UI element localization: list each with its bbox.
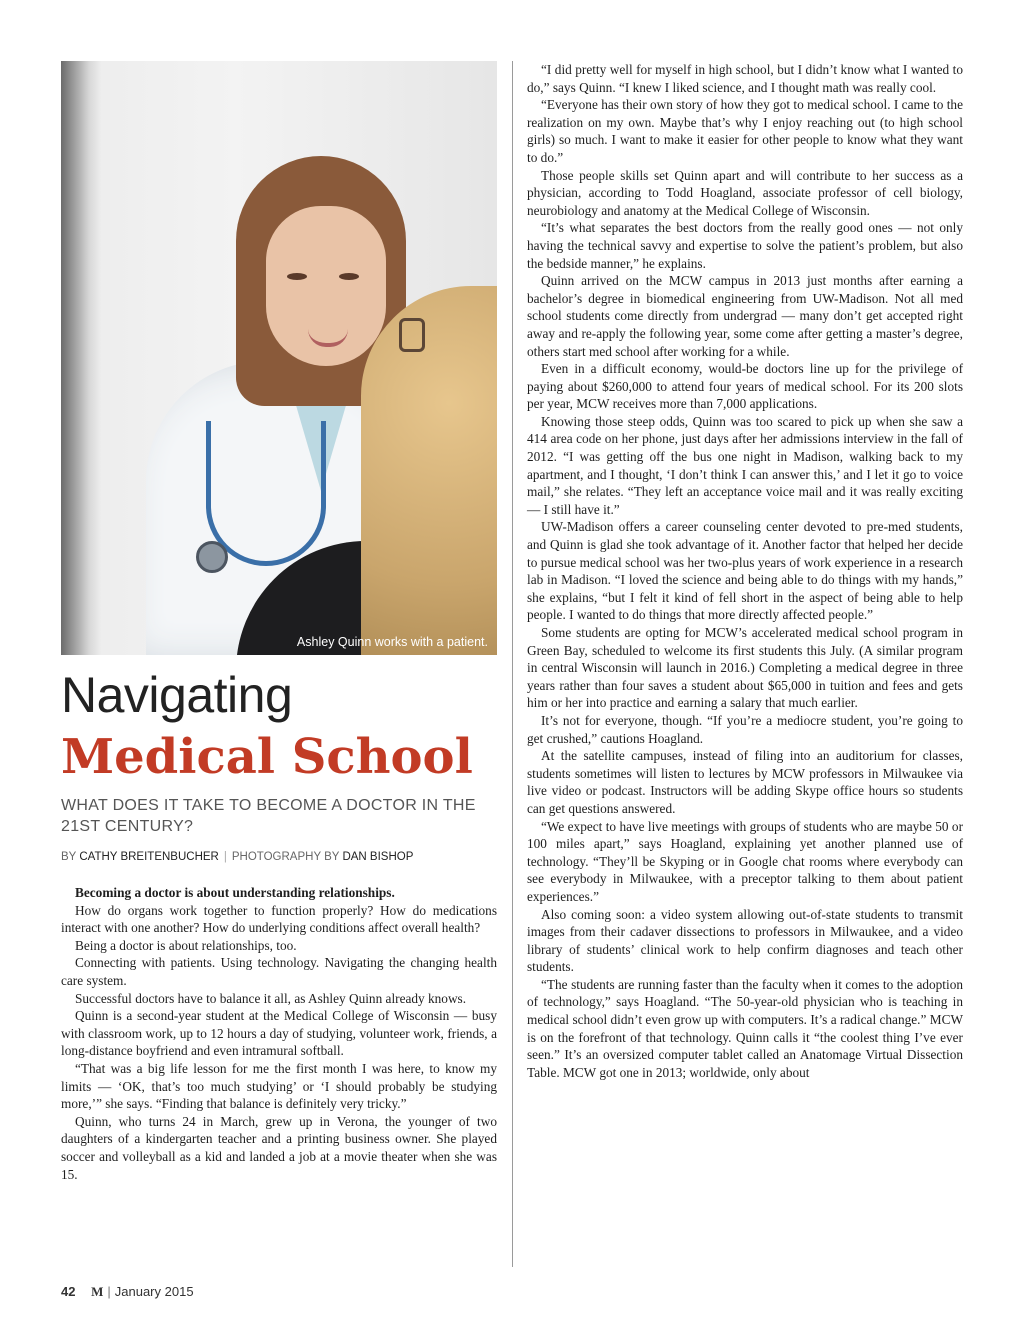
paragraph: Also coming soon: a video system allowing out-of-state students to transmit images from their cadaver dissections to professors in Milwaukee, and a video library of students’ clinical work to help confirm diagnoses and teach other students. xyxy=(527,906,963,975)
byline-by-label: BY xyxy=(61,851,77,863)
headline-line-1: Navigating xyxy=(61,667,293,723)
paragraph: Quinn arrived on the MCW campus in 2013 just months after earning a bachelor’s degree in biomedical engineering from UW-Madison. Not all med school students come directly from undergrad — many don’t get accepted right away and re-apply the following year, some come after getting a master’s degree, others start med school after working for a while. xyxy=(527,273,963,359)
column-divider xyxy=(512,61,513,1267)
photo-wall-shadow xyxy=(61,61,101,655)
paragraph: Successful doctors have to balance it all, as Ashley Quinn already knows. xyxy=(75,990,467,1006)
article-photo xyxy=(61,61,497,655)
paragraph: Quinn is a second-year student at the Medical College of Wisconsin — busy with classroom work, up to 12 hours a day of studying, volunteer work, friends, a long-distance boyfriend and even intramural softball. xyxy=(61,1008,497,1059)
paragraph: Those people skills set Quinn apart and will contribute to her success as a physician, according to Todd Hoagland, associate professor of cell biology, neurobiology and anatomy at the Medical College of Wisconsin. xyxy=(527,167,963,218)
paragraph: Quinn, who turns 24 in March, grew up in Verona, the younger of two daughters of a kindergarten teacher and a printing business owner. She played soccer and volleyball as a kid and landed a job at a movie theater when she was 15. xyxy=(61,1113,497,1182)
paragraph: “I did pretty well for myself in high school, but I didn’t know what I wanted to do,” says Quinn. “I knew I liked science, and I thought math was really cool. xyxy=(527,62,963,95)
paragraph: “That was a big life lesson for me the first month I was here, to know my limits — ‘OK, that’s too much studying’ or ‘I should probably be studying more,’” she says. “Finding that balance is definitely very tricky.” xyxy=(61,1060,497,1112)
article-subtitle: WHAT DOES IT TAKE TO BECOME A DOCTOR IN THE 21ST CENTURY? xyxy=(61,797,476,835)
photo-doctor-eye xyxy=(339,273,359,280)
paragraph: Knowing those steep odds, Quinn was too scared to pick up when she saw a 414 area code on her phone, just days after her admissions interview in the fall of 2012. “I was getting off the bus one night in Madison, walking back to my apartment, and I thought, ‘I don’t think I can answer this,’ and I let it go to voice mail,” she relates. “They left an acceptance voice mail and it was really exciting — I still have it.” xyxy=(527,413,963,517)
lead-paragraph: Becoming a doctor is about understanding relationships. xyxy=(75,885,395,900)
photo-caption: Ashley Quinn works with a patient. xyxy=(296,635,488,649)
paragraph: “The students are running faster than the faculty when it comes to the adoption of technology,” says Hoagland. “The 50-year-old physician who is teaching in medical school didn’t even grow up with computers. It’s a radical change.” MCW is on the forefront of that technology. Quinn calls it “the coolest thing I’ve ever seen.” It’s an oversized computer tablet called an Anatomage Virtual Dissection Table. MCW got one in 2013; worldwide, only about xyxy=(527,976,963,1080)
photo-stethoscope xyxy=(206,421,326,566)
byline-photographer: DAN BISHOP xyxy=(342,851,414,863)
paragraph: It’s not for everyone, though. “If you’re a mediocre student, you’re going to get crushed,” cautions Hoagland. xyxy=(527,712,963,746)
photo-stethoscope-bell xyxy=(196,541,228,573)
page-footer xyxy=(61,1284,194,1300)
right-text-column xyxy=(527,61,963,1081)
photo-patient-glasses xyxy=(399,318,425,352)
byline-author: CATHY BREITENBUCHER xyxy=(79,851,219,863)
paragraph: Being a doctor is about relationships, too. xyxy=(75,937,297,953)
paragraph: Even in a difficult economy, would-be doctors line up for the privilege of paying about $260,000 to attend four years of medical school. For its 200 slots per year, MCW receives more than 7,000 applications. xyxy=(527,361,963,412)
paragraph: “We expect to have live meetings with groups of students who are maybe 50 or 100 miles apart,” says Hoagland, explaining yet another planned use of technology. “They’ll be Skyping or in Google chat rooms where everybody can see everybody in Milwaukee, with a preceptor talking to them about patient experiences.” xyxy=(527,818,963,904)
footer-separator: | xyxy=(107,1284,111,1299)
byline xyxy=(61,851,413,863)
paragraph: Some students are opting for MCW’s accelerated medical school program in Green Bay, scheduled to welcome its first students this July. (A similar program in central Wisconsin will launch in 2016.) Completing a medical degree in three years rather than four saves a student about $65,000 in tuition and fees and gets him or her into practice and earning a salary that much earlier. xyxy=(527,625,963,711)
headline-line-2: Medical School xyxy=(61,729,473,785)
photo-doctor-eye xyxy=(287,273,307,280)
paragraph: UW-Madison offers a career counseling center devoted to pre-med students, and Quinn is glad she took advantage of it. Another factor that helped her decide to pursue medical school was her two-plus years of work experience in a research lab in Madison. “I loved the science and being able to do things with my hands,” she explains, “but I felt it kind of fell short in the aspect of being able to help people. I wanted to do things that more directly affected people.” xyxy=(527,519,963,623)
page-number: 42 xyxy=(61,1284,76,1299)
paragraph: How do organs work together to function properly? How do medications interact with one another? How do underlying conditions affect overall health? xyxy=(61,902,497,936)
photo-patient-hair xyxy=(361,286,497,655)
magazine-logo: M xyxy=(91,1284,104,1299)
left-text-column xyxy=(61,884,497,1183)
byline-separator: | xyxy=(223,851,227,863)
paragraph: “It’s what separates the best doctors from the really good ones — not only having the technical savvy and expertise to solve the patient’s problem, but also the bedside manner,” he explains. xyxy=(527,220,963,271)
paragraph: Connecting with patients. Using technology. Navigating the changing health care system. xyxy=(61,955,497,988)
byline-photo-label: PHOTOGRAPHY BY xyxy=(231,851,340,863)
paragraph: At the satellite campuses, instead of filing into an auditorium for classes, students sometimes will listen to lectures by MCW professors in Milwaukee via live video or podcast. Instructors will be adding Skype office hours so students can get questions answered. xyxy=(527,748,963,816)
paragraph: “Everyone has their own story of how they got to medical school. I came to the realization on my own. Maybe that’s why I enjoy reaching out (to high school girls) so much. I want to make it easier for other people to know what they want to do.” xyxy=(527,97,963,165)
issue-date: January 2015 xyxy=(114,1284,194,1299)
